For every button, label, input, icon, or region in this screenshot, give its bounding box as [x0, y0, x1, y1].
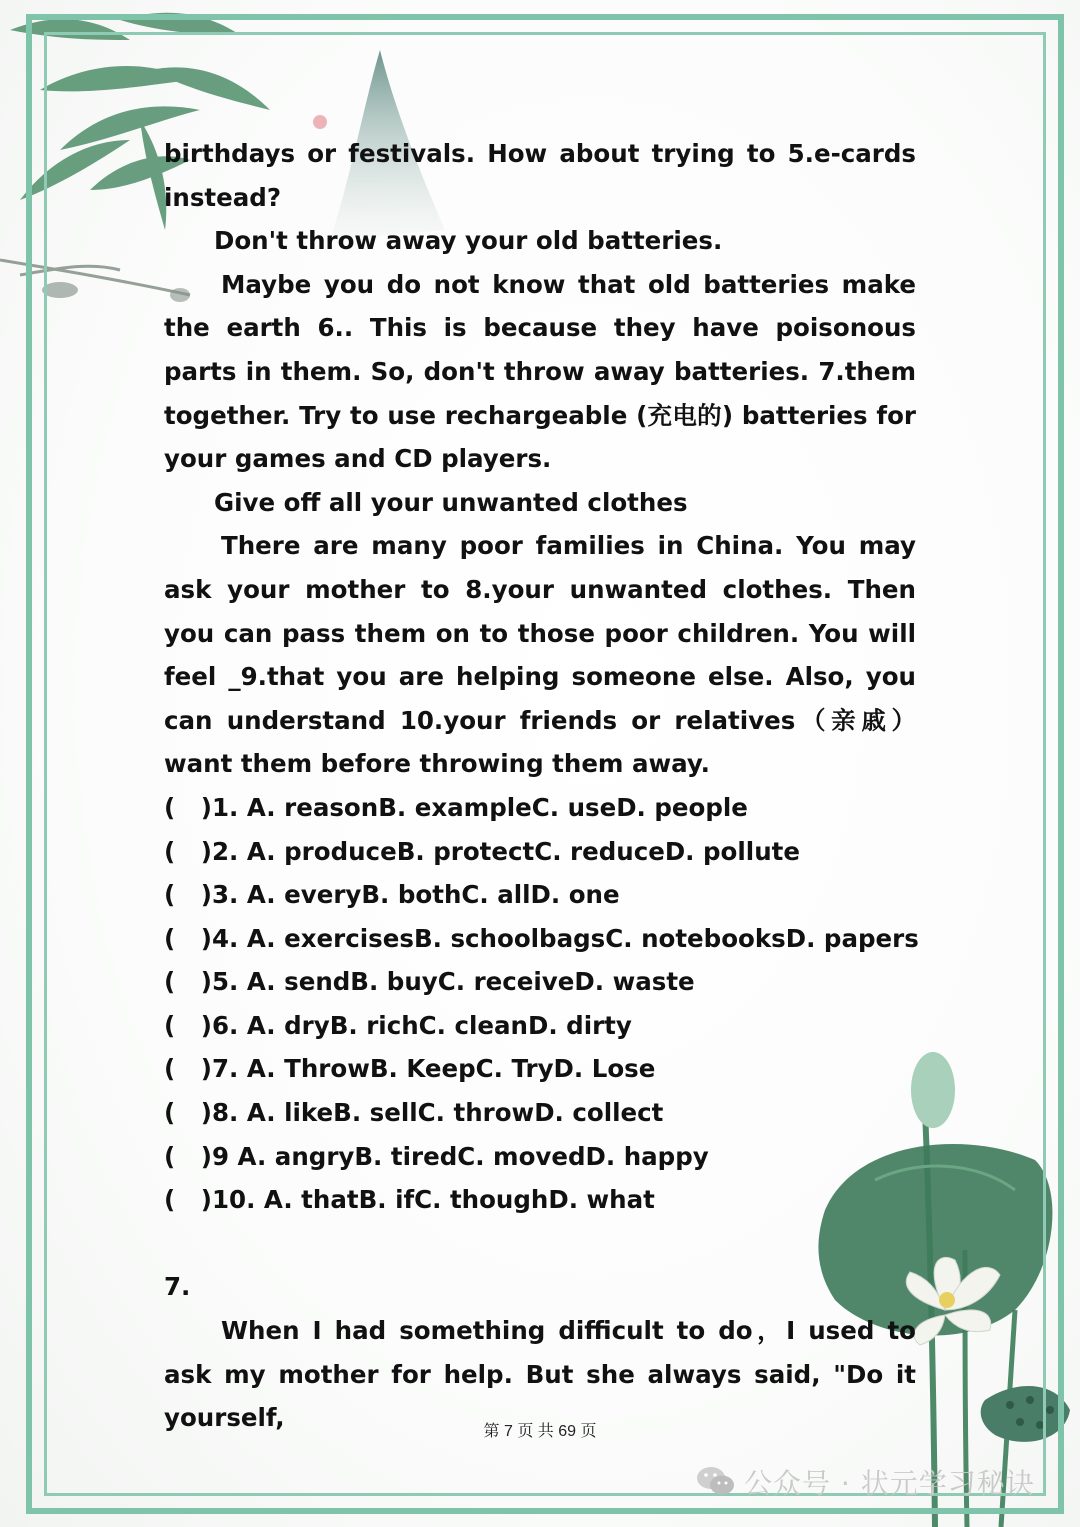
question-item: ( )7. A. ThrowB. KeepC. TryD. Lose [164, 1054, 656, 1084]
spacer [164, 1222, 916, 1266]
question-item: ( )2. A. produceB. protectC. reduceD. pollute [164, 836, 800, 866]
paragraph-section-7: When I had something difficult to do，I used to ask my mother for help. But she always said, "Do it yourself, [164, 1316, 916, 1433]
question-item: ( )3. A. everyB. bothC. allD. one [164, 880, 620, 910]
heading-clothes: Give off all your unwanted clothes [214, 487, 688, 517]
paragraph-clothes: There are many poor families in China. You may ask your mother to 8.your unwanted clothes. Then you can pass them on to those poor children. You will feel _9.that you are helping someone else. Also, you can understand 10.your friends or relatives（亲戚）want them before throwing them away. [164, 531, 916, 779]
watermark-text: 公众号 · 状元学习秘诀 [744, 1467, 1035, 1500]
question-item: ( )4. A. exercisesB. schoolbagsC. notebooksD. papers [164, 923, 919, 953]
paragraph-batteries: Maybe you do not know that old batteries make the earth 6.. This is because they have poisonous parts in them. So, don't throw away batteries. 7.them together. Try to use rechargeable (充电的) batteries for your games and CD players. [164, 269, 916, 474]
question-item: ( )9 A. angryB. tiredC. movedD. happy [164, 1141, 709, 1171]
section-number: 7. [164, 1272, 191, 1302]
passage-line: birthdays or festivals. How about trying to 5.e-cards instead? [164, 139, 916, 212]
question-item: ( )1. A. reasonB. exampleC. useD. people [164, 792, 748, 822]
question-list [164, 786, 919, 1222]
passage-content [164, 132, 919, 1440]
heading-batteries: Don't throw away your old batteries. [214, 226, 723, 256]
question-item: ( )8. A. likeB. sellC. throwD. collect [164, 1098, 664, 1128]
question-item: ( )10. A. thatB. ifC. thoughD. what [164, 1185, 655, 1215]
question-item: ( )6. A. dryB. richC. cleanD. dirty [164, 1010, 632, 1040]
question-item: ( )5. A. sendB. buyC. receiveD. waste [164, 967, 695, 997]
wechat-icon [696, 1464, 736, 1498]
page-footer: 第 7 页 共 69 页 [483, 1423, 597, 1440]
